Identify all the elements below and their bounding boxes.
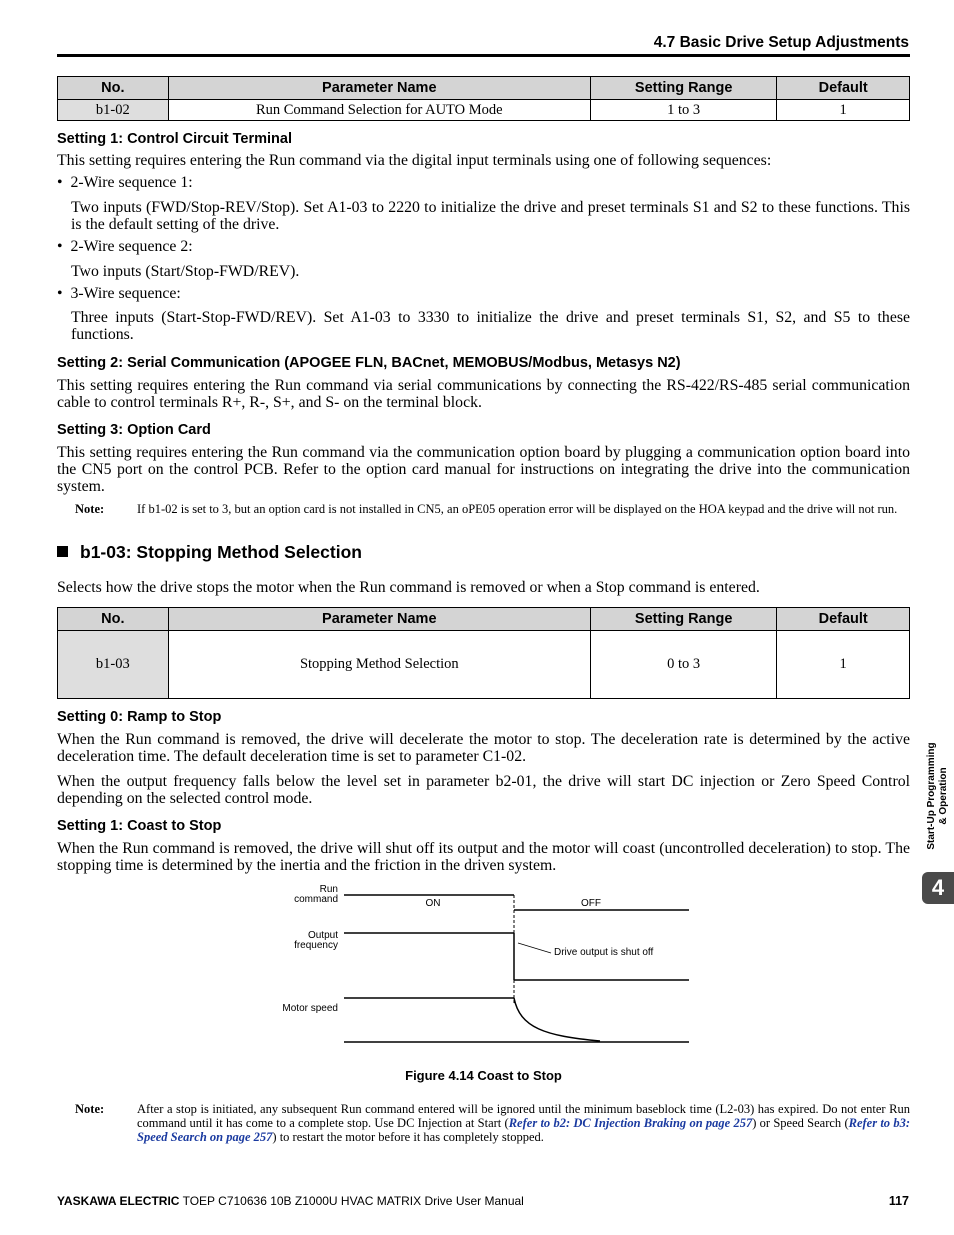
column-header-no: No. [58,77,169,100]
motor-speed-coast-curve [514,998,600,1041]
chapter-tab: 4 [922,872,954,904]
cell-setting-range: 0 to 3 [590,631,776,699]
column-header-setting-range: Setting Range [590,77,776,100]
run-command-label-2: command [294,894,338,905]
header-divider [57,54,910,57]
cell-default: 1 [777,631,910,699]
bullet-label: 2-Wire sequence 1: [70,174,193,191]
b1-03-heading [57,542,362,563]
off-label: OFF [581,898,601,909]
chapter-side-label-line-1: Start-Up Programming [926,742,937,850]
cell-setting-range: 1 to 3 [590,100,776,121]
footer-brand: YASKAWA ELECTRIC [57,1194,180,1208]
column-header-parameter-name: Parameter Name [168,77,590,100]
bullet-label: 2-Wire sequence 2: [70,238,193,255]
coast-to-stop-body: When the Run command is removed, the drive will shut off its output and the motor will coast (uncontrolled deceleration) to stop. The stopping time is determined by the inertia and the friction in the driven system. [57,840,910,874]
table-header-row [58,77,910,100]
setting-1-heading: Setting 1: Control Circuit Terminal [57,131,292,147]
list-item: • 2-Wire sequence 1: [57,174,193,191]
figure-caption: Figure 4.14 Coast to Stop [405,1068,562,1083]
bullet-body: Two inputs (Start/Stop-FWD/REV). [71,263,300,280]
bullet-body: Two inputs (FWD/Stop-REV/Stop). Set A1-03 to 2220 to initialize the drive and preset terminals S1 and S2 to these functions. This is the default setting of the drive. [71,199,910,233]
footer-doc-title: TOEP C710636 10B Z1000U HVAC MATRIX Drive User Manual [182,1194,524,1208]
coast-to-stop-heading: Setting 1: Coast to Stop [57,818,222,834]
setting-2-body: This setting requires entering the Run command via serial communications by connecting the RS-422/RS-485 serial communication cable to control terminals R+, R-, S+, and S- on the terminal block. [57,377,910,411]
cell-no: b1-03 [58,631,169,699]
column-header-default: Default [777,608,910,631]
column-header-default: Default [777,77,910,100]
bullet-label: 3-Wire sequence: [70,285,181,302]
setting-3-body: This setting requires entering the Run command via the communication option board by plugging a communication option board into the CN5 port on the control PCB. Refer to the option card manual for instructions on integrating the drive into the communication system. [57,444,910,495]
note-text: If b1-02 is set to 3, but an option card is not installed in CN5, an oPE05 operation error will be displayed on the HOA keypad and the drive will not run. [137,502,898,516]
list-item: • 2-Wire sequence 2: [57,238,193,255]
section-title: 4.7 Basic Drive Setup Adjustments [653,34,909,51]
annotation-leader [518,943,551,953]
setting-0-paragraph-1: When the Run command is removed, the drive will decelerate the motor to stop. The deceleration rate is determined by the active deceleration time. The default deceleration time is set to parameter C1-02. [57,731,910,765]
coast-to-stop-timing-diagram [0,878,954,1048]
cell-default: 1 [777,100,910,121]
note-text-part: ) or Speed Search ( [752,1116,849,1130]
bullet-body: Three inputs (Start-Stop-FWD/REV). Set A1-03 to 3330 to initialize the drive and preset terminals S1, S2, and S5 to these functions. [71,309,910,343]
note-text-part: After a stop is initiated, any subsequent Run command entered will be ignored until the minimum baseblock time (L2-03) has expired. Do not enter Run command until it has come to a complete stop. Use DC Injection at Start ( [137,1102,910,1130]
output-frequency-label-2: frequency [294,940,338,951]
list-item: • 3-Wire sequence: [57,285,181,302]
on-label: ON [425,898,441,909]
parameter-table-b1-03 [57,607,910,699]
motor-speed-label: Motor speed [282,1003,338,1014]
cell-no: b1-02 [58,100,169,121]
column-header-parameter-name: Parameter Name [168,608,590,631]
section-marker-icon [57,546,68,557]
b1-03-intro: Selects how the drive stops the motor when the Run command is removed or when a Stop command is entered. [57,579,760,596]
setting-0-paragraph-2: When the output frequency falls below the level set in parameter b2-01, the drive will start DC injection or Zero Speed Control depending on the selected control mode. [57,773,910,807]
dc-injection-link[interactable]: Refer to b2: DC Injection Braking on page 257 [508,1116,753,1130]
note-label: Note: [75,502,105,516]
drive-output-shut-off-annotation: Drive output is shut off [554,947,654,958]
chapter-side-label [926,736,950,856]
note-text-part: ) to restart the motor before it has completely stopped. [272,1130,544,1144]
table-row [58,100,910,121]
speed-search-link[interactable]: Refer to b3: Speed Search on page 257 [137,1116,910,1144]
output-frequency-label-1: Output [307,930,338,941]
setting-3-heading: Setting 3: Option Card [57,422,211,438]
page-number: 117 [888,1194,909,1208]
setting-0-heading: Setting 0: Ramp to Stop [57,709,222,725]
setting-1-intro: This setting requires entering the Run command via the digital input terminals using one of following sequences: [57,152,772,169]
chapter-side-label-line-2: & Operation [938,767,949,825]
note-text [137,1102,910,1144]
column-header-setting-range: Setting Range [590,608,776,631]
table-header-row [58,608,910,631]
column-header-no: No. [58,608,169,631]
run-command-label-1: Run [319,884,338,895]
b1-03-heading-text: b1-03: Stopping Method Selection [80,542,362,562]
parameter-table-b1-02 [57,76,910,121]
setting-2-heading: Setting 2: Serial Communication (APOGEE FLN, BACnet, MEMOBUS/Modbus, Metasys N2) [57,355,681,371]
note-label: Note: [75,1102,105,1116]
footer-doc-info [57,1194,524,1208]
cell-parameter-name: Run Command Selection for AUTO Mode [168,100,590,121]
cell-parameter-name: Stopping Method Selection [168,631,590,699]
table-row [58,631,910,699]
